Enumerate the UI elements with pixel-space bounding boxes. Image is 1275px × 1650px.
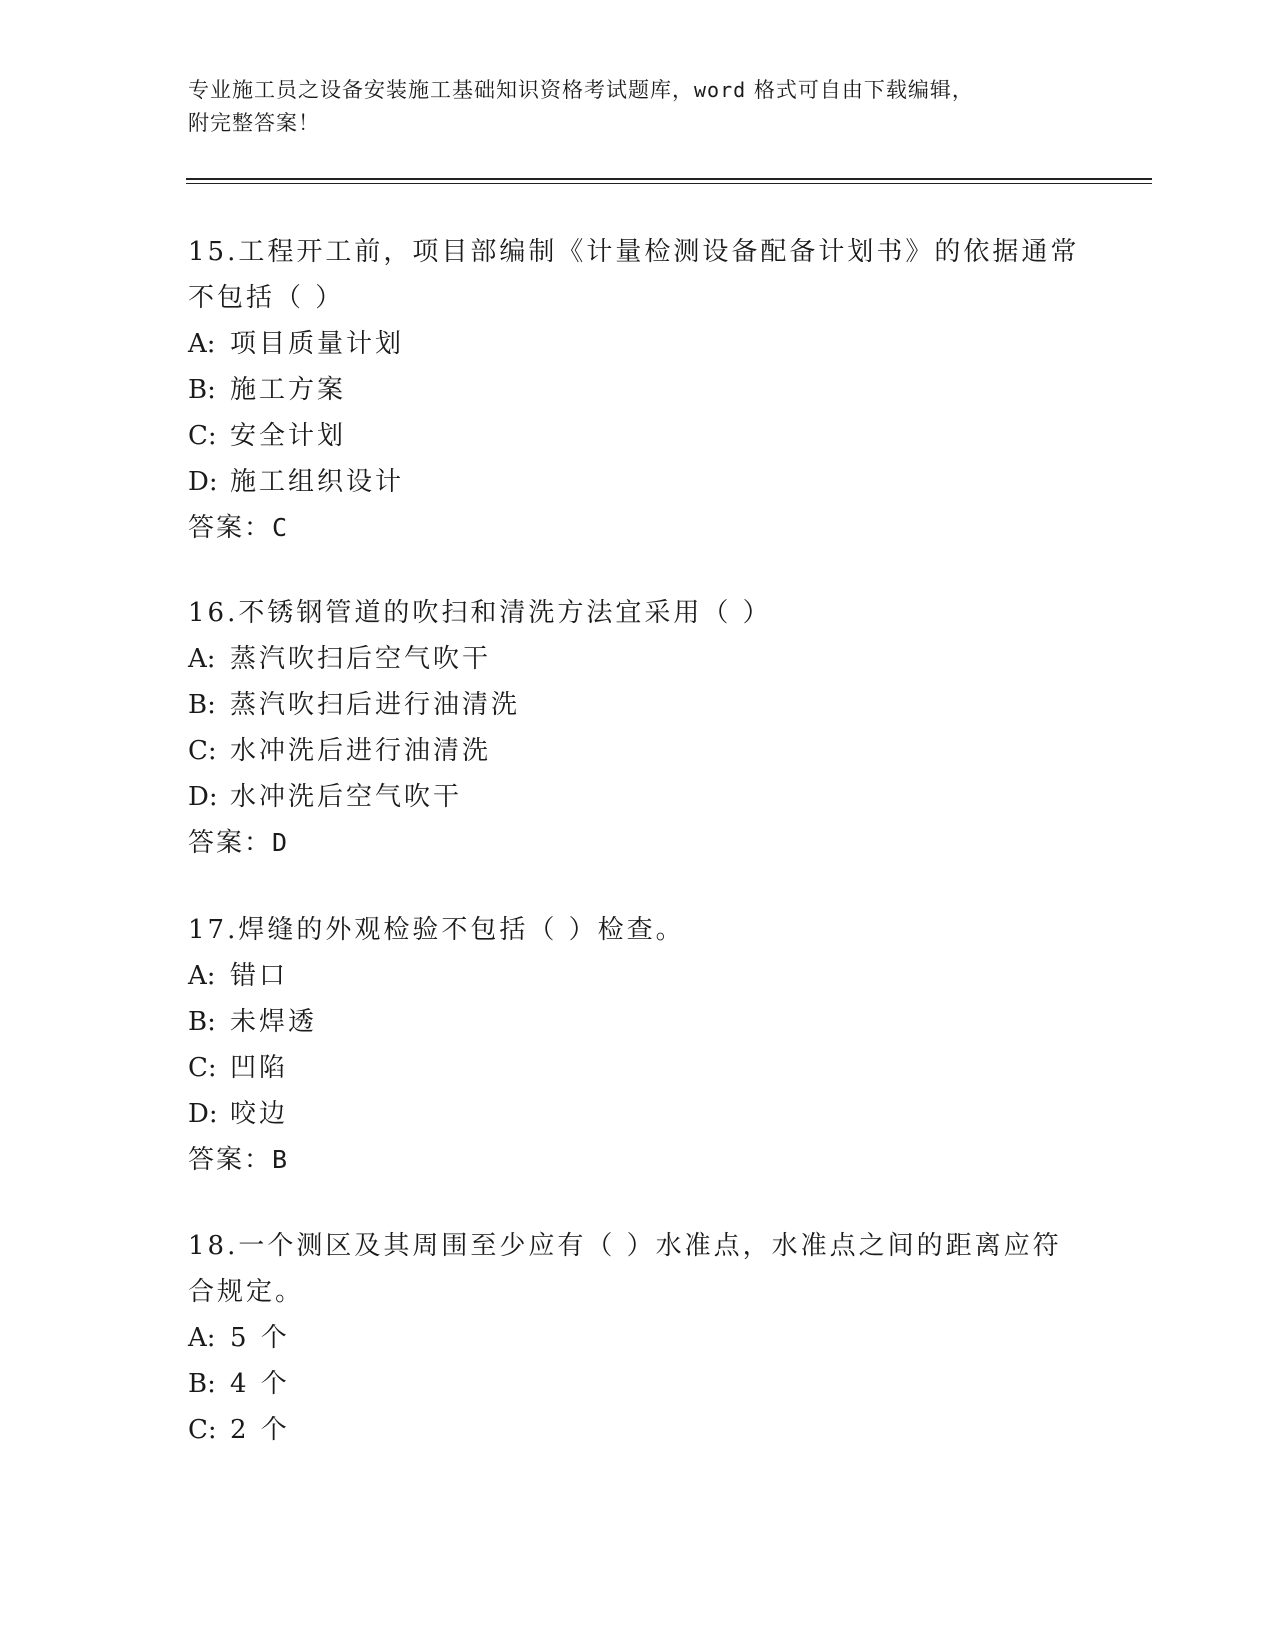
- header-line-2: 附完整答案！: [188, 111, 320, 135]
- option-key: A:: [188, 961, 216, 991]
- option-a: [188, 636, 1088, 682]
- header-divider-thick: [186, 178, 1152, 180]
- option-c: [188, 728, 1088, 774]
- option-c: [188, 1407, 1088, 1453]
- option-d: [188, 774, 1088, 820]
- question-stem-line-1: 15.工程开工前，项目部编制《计量检测设备配备计划书》的依据通常: [188, 237, 1080, 267]
- answer-value: C: [272, 513, 290, 542]
- question-16: [188, 590, 1088, 866]
- option-text: 项目质量计划: [230, 329, 405, 359]
- option-text: 错口: [230, 961, 289, 991]
- answer-value: D: [272, 828, 290, 857]
- option-text: 2 个: [230, 1415, 290, 1445]
- question-17: [188, 907, 1088, 1183]
- answer-label: 答案：: [188, 513, 273, 543]
- answer-value: B: [272, 1145, 290, 1174]
- option-text: 施工方案: [230, 375, 347, 405]
- option-text: 4 个: [230, 1369, 290, 1399]
- option-key: A:: [188, 644, 216, 674]
- option-text: 咬边: [230, 1099, 289, 1129]
- answer-line: [188, 820, 1088, 866]
- option-b: [188, 682, 1088, 728]
- option-text: 凹陷: [230, 1053, 289, 1083]
- option-text: 蒸汽吹扫后进行油清洗: [230, 690, 521, 720]
- option-c: [188, 1045, 1088, 1091]
- option-key: D:: [188, 782, 218, 812]
- option-text: 水冲洗后空气吹干: [230, 782, 463, 812]
- answer-line: [188, 1137, 1088, 1183]
- option-b: [188, 999, 1088, 1045]
- option-key: B:: [188, 690, 216, 720]
- option-text: 蒸汽吹扫后空气吹干: [230, 644, 492, 674]
- option-key: B:: [188, 375, 216, 405]
- option-key: C:: [188, 421, 217, 451]
- option-b: [188, 367, 1088, 413]
- header-text-b: 格式可自由下载编辑，: [753, 78, 974, 102]
- option-d: [188, 459, 1088, 505]
- answer-label: 答案：: [188, 1145, 273, 1175]
- header-divider-thin: [186, 183, 1152, 184]
- option-key: B:: [188, 1007, 216, 1037]
- question-stem-line-1: 18.一个测区及其周围至少应有（ ）水准点，水准点之间的距离应符: [188, 1231, 1062, 1261]
- option-key: C:: [188, 736, 217, 766]
- option-c: [188, 413, 1088, 459]
- option-key: A:: [188, 329, 216, 359]
- option-key: A:: [188, 1323, 216, 1353]
- option-key: D:: [188, 1099, 218, 1129]
- header-text-a: 专业施工员之设备安装施工基础知识资格考试题库，: [188, 78, 694, 102]
- answer-line: [188, 505, 1088, 551]
- option-text: 安全计划: [230, 421, 347, 451]
- option-key: C:: [188, 1415, 217, 1445]
- option-b: [188, 1361, 1088, 1407]
- question-18: [188, 1223, 1088, 1453]
- option-text: 施工组织设计: [230, 467, 405, 497]
- option-key: D:: [188, 467, 218, 497]
- option-a: [188, 953, 1088, 999]
- option-key: C:: [188, 1053, 217, 1083]
- option-a: [188, 1315, 1088, 1361]
- question-stem-line-2: 合规定。: [188, 1277, 305, 1307]
- option-text: 未焊透: [230, 1007, 318, 1037]
- question-stem-line-1: 16.不锈钢管道的吹扫和清洗方法宜采用（ ）: [188, 598, 772, 628]
- question-15: [188, 229, 1088, 551]
- question-stem-line-2: 不包括（ ）: [188, 283, 345, 313]
- header-line-1: [188, 74, 1068, 107]
- document-header: [188, 74, 1068, 140]
- option-d: [188, 1091, 1088, 1137]
- answer-label: 答案：: [188, 828, 273, 858]
- option-a: [188, 321, 1088, 367]
- header-text-word: word: [694, 78, 747, 102]
- question-stem-line-1: 17.焊缝的外观检验不包括（ ）检查。: [188, 915, 685, 945]
- option-text: 5 个: [230, 1323, 290, 1353]
- option-key: B:: [188, 1369, 216, 1399]
- option-text: 水冲洗后进行油清洗: [230, 736, 492, 766]
